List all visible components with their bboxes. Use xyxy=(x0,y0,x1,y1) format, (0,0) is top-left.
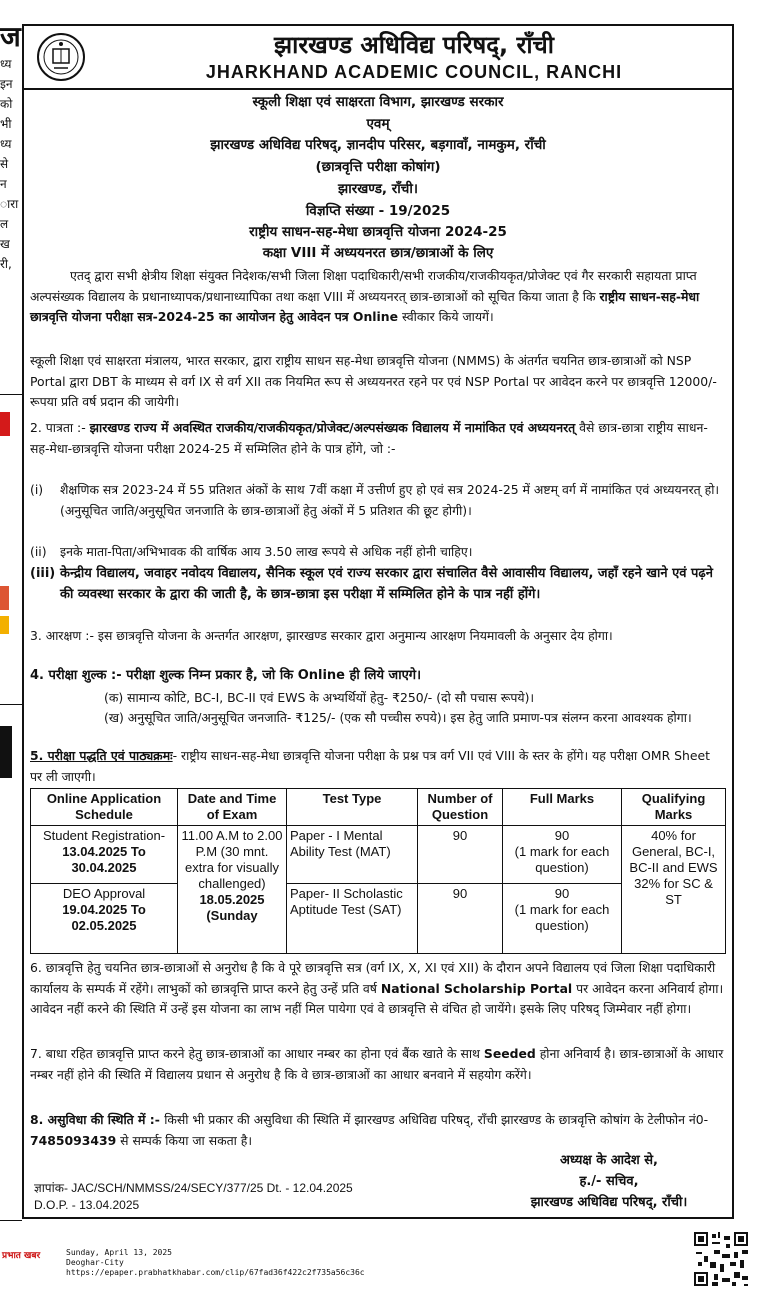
qualifying-cell: 40% for General, BC-I, BC-II and EWS 32% for SC & ST xyxy=(622,826,726,954)
notice-box xyxy=(22,24,734,1219)
test-cell: Paper - I Mental Ability Test (MAT) xyxy=(287,826,418,884)
table-header: Date and Time of Exam xyxy=(178,789,287,826)
city-line: झारखण्ड, राँची। xyxy=(338,181,418,197)
marks-cell: 90 (1 mark for each question) xyxy=(503,884,622,954)
prabhat-khabar-logo: प्रभात खबर xyxy=(2,1251,41,1261)
table-row xyxy=(31,826,726,884)
conjunction-line: एवम् xyxy=(366,116,390,132)
adjacent-text-fragment: ल xyxy=(0,217,9,231)
epaper-footer xyxy=(0,1238,761,1295)
adjacent-text-fragment: इन xyxy=(0,77,13,91)
helpline-number: 7485093439 xyxy=(30,1132,117,1148)
schedule-table xyxy=(30,788,726,954)
exam-datetime-cell: 11.00 A.M to 2.00 P.M (30 mnt. extra for visually challenged) 18.05.2025 (Sunday xyxy=(178,826,287,954)
adjacent-ad-pink xyxy=(0,586,9,610)
table-header: Qualifying Marks xyxy=(622,789,726,826)
scheme-title: राष्ट्रीय साधन-सह-मेधा छात्रवृत्ति योजना 2024-25 xyxy=(249,224,507,240)
address-line: झारखण्ड अधिविद्य परिषद्, ज्ञानदीप परिसर, बड़गावाँ, नामकुम, राँची xyxy=(210,137,546,153)
signature-block: अध्यक्ष के आदेश से, ह./- सचिव, झारखण्ड अधिविद्य परिषद्, राँची। xyxy=(530,1153,688,1210)
clip-url[interactable]: https://epaper.prabhatkhabar.com/clip/67fad36f422c2f735a56c36c xyxy=(66,1268,365,1277)
section-eligibility: 2. पात्रता :- झारखण्ड राज्य में अवस्थित राजकीय/राजकीयकृत/प्रोजेक्ट/अल्पसंख्यक विद्यालय में नामांकित एवं अध्ययनरत् वैसे छात्र-छात्रा राष्ट्रीय साधन-सह-मेधा-छात्रवृत्ति योजना परीक्षा 2024-25 में सम्मिलित होने के पात्र होंगे, जो :- xyxy=(30,420,708,456)
adjacent-ad-black xyxy=(0,726,12,778)
fee-sc-st: (ख) अनुसूचित जाति/अनुसूचित जनजाति- ₹125/- (एक सौ पच्चीस रुपये)। इस हेतु जाति प्रमाण-पत्र संलग्न करना आवश्यक होगा। xyxy=(104,710,692,725)
adjacent-text-fragment: ध्य xyxy=(0,137,12,151)
table-row xyxy=(31,884,726,954)
adjacent-rule xyxy=(0,394,22,395)
fee-general: (क) सामान्य कोटि, BC-I, BC-II एवं EWS के अभ्यर्थियों हेतु- ₹250/- (दो सौ पचास रूपये)। xyxy=(104,690,535,705)
table-header: Test Type xyxy=(287,789,418,826)
qr-code-icon[interactable] xyxy=(692,1230,750,1288)
questions-cell: 90 xyxy=(418,884,503,954)
adjacent-rule xyxy=(0,704,22,705)
adjacent-text-fragment: री, xyxy=(0,257,12,271)
schedule-cell: Student Registration- 13.04.2025 To 30.04.2025 xyxy=(31,826,178,884)
questions-cell: 90 xyxy=(418,826,503,884)
clip-info: Sunday, April 13, 2025 Deoghar-City https://epaper.prabhatkhabar.com/clip/67fad36f422c2f735a56c36c xyxy=(66,1248,365,1277)
notice-number: विज्ञप्ति संख्या - 19/2025 xyxy=(305,203,451,219)
eligibility-item-1: (i) शैक्षणिक सत्र 2023-24 में 55 प्रतिशत अंकों के साथ 7वीं कक्षा में उत्तीर्ण हुए हो एवं सत्र 2024-25 में अष्टम् वर्ग में नामांकित एवं अध्ययनरत् हो। (अनुसूचित जाति/अनुसूचित जनजाति के छात्र-छात्राओं हेतु अंकों में 5 प्रतिशत की छूट होगी)। xyxy=(30,482,720,518)
adjacent-ad-orange xyxy=(0,616,9,634)
section-aadhaar: 7. बाधा रहित छात्रवृत्ति प्राप्त करने हेतु छात्र-छात्राओं का आधार नम्बर का होना एवं बैंक खाते के साथ Seeded होना अनिवार्य है। छात्र-छात्राओं के आधार नम्बर नहीं होने की स्थिति में विद्यालय प्रधान से अनुरोध है कि वे छात्र-छात्राओं का आधार बनवाने में सहयोग करेंगे। xyxy=(30,1046,724,1082)
section-helpline: 8. असुविधा की स्थिति में :- किसी भी प्रकार की असुविधा की स्थिति में झारखण्ड अधिविद्य परिषद्, राँची झारखण्ड के छात्रवृत्ति कोषांग के टेलीफोन नं0- 7485093439 से सम्पर्क किया जा सकता है। xyxy=(30,1112,709,1148)
adjacent-heading: ज xyxy=(0,20,21,53)
adjacent-rule xyxy=(0,1220,22,1221)
test-cell: Paper- II Scholastic Aptitude Test (SAT) xyxy=(287,884,418,954)
adjacent-text-fragment: को xyxy=(0,97,13,111)
adjacent-ad-red xyxy=(0,412,10,436)
eligibility-item-2: (ii) इनके माता-पिता/अभिभावक की वार्षिक आय 3.50 लाख रूपये से अधिक नहीं होनी चाहिए। xyxy=(30,544,473,559)
class-line: कक्षा VIII में अध्ययनरत छात्र/छात्राओं के लिए xyxy=(262,245,494,261)
section-fee-head: 4. परीक्षा शुल्क :- परीक्षा शुल्क निम्न प्रकार है, जो कि Online ही लिये जाएगे। xyxy=(30,668,422,683)
department-line: स्कूली शिक्षा एवं साक्षरता विभाग, झारखण्ड सरकार xyxy=(252,94,504,110)
adjacent-text-fragment: न xyxy=(0,177,7,191)
eligibility-item-3: (iii) केन्द्रीय विद्यालय, जवाहर नवोदय विद्यालय, सैनिक स्कूल एवं राज्य सरकार द्वारा संचालित वैसे आवासीय विद्यालय, जहाँ रहने खाने एवं पढ़ने की व्यवस्था सरकार के द्वारा की जाती है, के छात्र-छात्रा इस परीक्षा में सम्मिलित होने के पात्र नहीं होंगे। xyxy=(30,566,713,602)
notice-header xyxy=(24,26,732,90)
section-reservation: 3. आरक्षण :- इस छात्रवृत्ति योजना के अन्तर्गत आरक्षण, झारखण्ड सरकार द्वारा अनुमान्य आरक्षण नियमावली के अनुसार देय होगा। xyxy=(30,628,613,643)
council-title-english: JHARKHAND ACADEMIC COUNCIL, RANCHI xyxy=(205,62,623,82)
table-header: Online Application Schedule xyxy=(31,789,178,826)
section-scholarship-note: 6. छात्रवृत्ति हेतु चयनित छात्र-छात्राओं से अनुरोध है कि वे पूरे छात्रवृत्ति सत्र (वर्ग IX, X, XI एवं XII) के दौरान अपने विद्यालय एवं जिला शिक्षा पदाधिकारी कार्यालय के सम्पर्क में रहेंगे। लाभुकों को छात्रवृत्ति प्राप्त करने हेतु उन्हें प्रति वर्ष National Scholarship Portal पर आवेदन करना अनिवार्य होगा। आवेदन नहीं करने की स्थिति में उन्हें इस योजना का लाभ नहीं मिल पायेगा एवं वे छात्रवृत्ति से वंचित हो जायेंगे। इसके लिए परिषद् जिम्मेवार नहीं होगा। xyxy=(30,960,724,1017)
adjacent-text-fragment: ारा xyxy=(0,197,19,211)
table-header: Full Marks xyxy=(503,789,622,826)
adjacent-text-fragment: ध्य xyxy=(0,57,12,71)
paragraph-2: स्कूली शिक्षा एवं साक्षरता मंत्रालय, भारत सरकार, द्वारा राष्ट्रीय साधन सह-मेधा छात्रवृत्ति योजना (NMMS) के अंतर्गत चयनित छात्र-छात्राओं को NSP Portal द्वारा DBT के माध्यम से वर्ग IX से वर्ग XII तक नियमित रूप से अध्ययनरत रहने पर एवं NSP Portal पर आवेदन करने पर छात्रवृत्ति 12000/- रूपया प्रति वर्ष प्रदान की जायेगी। xyxy=(30,353,717,410)
section-exam-pattern: 5. परीक्षा पद्धति एवं पाठ्यक्रमः- राष्ट्रीय साधन-सह-मेधा छात्रवृत्ति योजना परीक्षा के प्रश्न पत्र वर्ग VII एवं VIII के स्तर के होंगे। यह परीक्षा OMR Sheet पर ली जाएगी। xyxy=(30,748,710,784)
adjacent-text-fragment: से xyxy=(0,157,9,171)
marks-cell: 90 (1 mark for each question) xyxy=(503,826,622,884)
table-header-row xyxy=(31,789,726,826)
adjacent-column xyxy=(0,20,22,1235)
schedule-cell: DEO Approval 19.04.2025 To 02.05.2025 xyxy=(31,884,178,954)
jac-emblem-icon xyxy=(36,32,86,82)
adjacent-text-fragment: भी xyxy=(0,117,12,131)
memo-number: ज्ञापांक- JAC/SCH/NMMSS/24/SECY/377/25 Dt. - 12.04.2025 D.O.P. - 13.04.2025 xyxy=(34,1181,353,1212)
adjacent-text-fragment: ख xyxy=(0,237,10,251)
cell-line: (छात्रवृत्ति परीक्षा कोषांग) xyxy=(315,159,441,175)
table-header: Number of Question xyxy=(418,789,503,826)
paragraph-1: एतद् द्वारा सभी क्षेत्रीय शिक्षा संयुक्त निदेशक/सभी जिला शिक्षा पदाधिकारी/सभी राजकीय/राजकीयकृत/प्रोजेक्ट एवं गैर सरकारी सहायता प्राप्त अल्पसंख्यक विद्यालय के प्रधानाध्यापक/प्रधानाध्यापिका तथा कक्षा VIII में अध्ययनरत् छात्र-छात्राओं को सूचित किया जाता है कि राष्ट्रीय साधन-सह-मेधा छात्रवृत्ति योजना परीक्षा सत्र-2024-25 का आयोजन हेतु आवेदन पत्र Online स्वीकार किये जायगें। xyxy=(30,268,700,325)
council-title-hindi: झारखण्ड अधिविद्य परिषद्, राँची xyxy=(274,31,554,59)
